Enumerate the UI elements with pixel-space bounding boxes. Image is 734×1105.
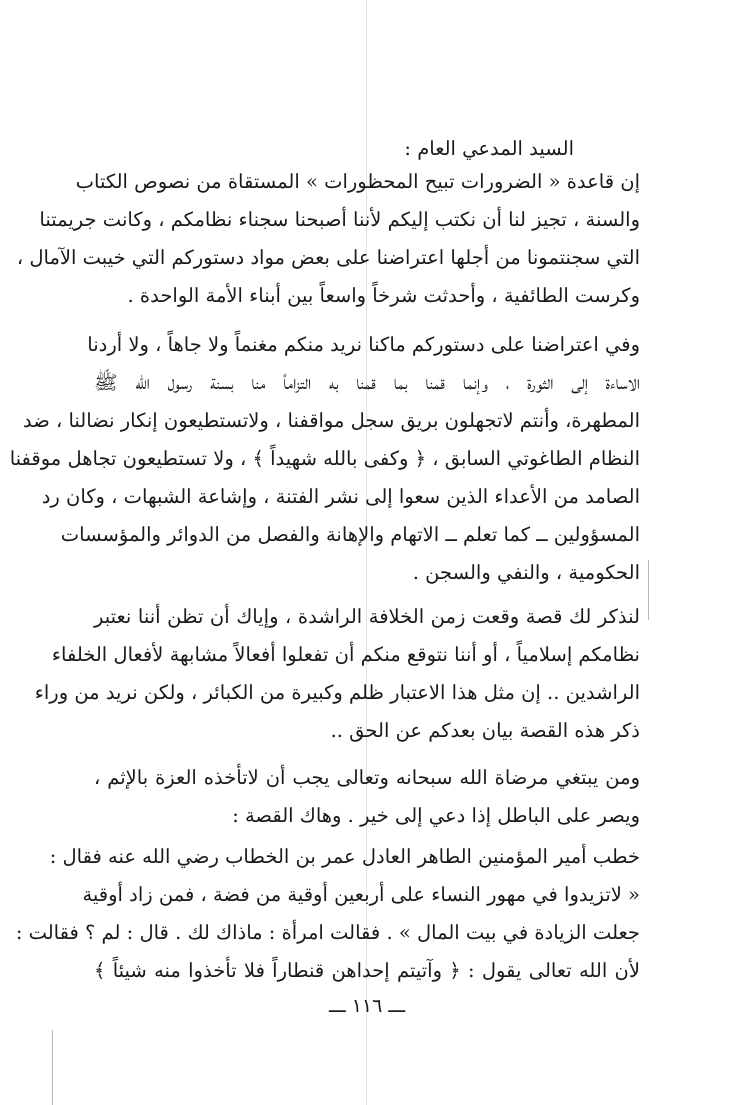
paragraph-line: وفي اعتراضنا على دستوركم ماكنا نريد منكم مغنماً ولا جاهاً ، ولا أردنا — [87, 333, 640, 356]
paragraph-3 — [34, 598, 640, 750]
paragraph-line: المطهرة، وأنتم لاتجهلون بريق سجل مواقفنا ، ولاتستطيعون إنكار نضالنا ، ضد — [22, 409, 640, 432]
paragraph-2 — [9, 326, 640, 592]
paragraph-line: جعلت الزيادة في بيت المال » . فقالت امرأة : ماذاك لك . قال : لم ؟ فقالت : — [15, 921, 640, 944]
paragraph-line: ويصر على الباطل إذا دعي إلى خير . وهاك القصة : — [232, 804, 640, 827]
paragraph-line: وكرست الطائفية ، وأحدثت شرخاً واسعاً بين أبناء الأمة الواحدة . — [127, 284, 640, 307]
paragraph-line: لأن الله تعالى يقول : ﴿ وآتيتم إحداهن قنطاراً فلا تأخذوا منه شيئاً ﴾ — [94, 959, 640, 982]
paragraph-line: لنذكر لك قصة وقعت زمن الخلافة الراشدة ، وإياك أن تظن أننا نعتبر — [94, 605, 640, 628]
letter-salutation: السيد المدعي العام : — [404, 137, 574, 160]
paragraph-line: ذكر هذه القصة بيان بعدكم عن الحق .. — [330, 719, 640, 742]
paragraph-1 — [16, 163, 640, 315]
paragraph-line: ومن يبتغي مرضاة الله سبحانه وتعالى يجب أن لاتأخذه العزة بالإثم ، — [94, 766, 640, 789]
paragraph-line: « لاتزيدوا في مهور النساء على أربعين أوقية من فضة ، فمن زاد أوقية — [82, 883, 640, 906]
paragraph-line: الصامد من الأعداء الذين سعوا إلى نشر الفتنة ، وإشاعة الشبهات ، وكان رد — [41, 485, 640, 508]
paragraph-line: نظامكم إسلامياً ، أو أننا نتوقع منكم أن تفعلوا أفعالاً مشابهة لأفعال الخلفاء — [51, 643, 640, 666]
paragraph-line: الراشدين .. إن مثل هذا الاعتبار ظلم وكبيرة من الكبائر ، ولكن نريد من وراء — [34, 681, 640, 704]
paragraph-line: المسؤولين ــ كما تعلم ــ الاتهام والإهانة والفصل من الدوائر والمؤسسات — [60, 523, 640, 546]
paragraph-4 — [94, 759, 640, 835]
paragraph-5 — [15, 838, 640, 990]
paragraph-line: النظام الطاغوتي السابق ، ﴿ وكفى بالله شهيداً ﴾ ، ولا تستطيعون تجاهل موقفنا — [9, 447, 640, 470]
paragraph-line: التي سجنتمونا من أجلها اعتراضنا على بعض مواد دستوركم التي خيبت الآمال ، — [16, 246, 640, 269]
paragraph-line: الحكومية ، والنفي والسجن . — [412, 561, 640, 584]
paragraph-line: إن قاعدة « الضرورات تبيح المحظورات » المستقاة من نصوص الكتاب — [75, 170, 640, 193]
scan-edge-line-left — [52, 1030, 53, 1105]
paragraph-line: والسنة ، تجيز لنا أن نكتب إليكم لأننا أصبحنا سجناء نظامكم ، وكانت جريمتنا — [39, 208, 640, 231]
paragraph-line: الاساءة إلى الثورة ، وإنما قمنا بما قمنا به التزاماً منا بسنة رسول الله ﷺ — [94, 371, 640, 394]
scan-edge-line — [648, 560, 649, 620]
page-number: ـــ ١١٦ ـــ — [328, 995, 406, 1017]
paragraph-line: خطب أمير المؤمنين الطاهر العادل عمر بن الخطاب رضي الله عنه فقال : — [49, 845, 640, 868]
